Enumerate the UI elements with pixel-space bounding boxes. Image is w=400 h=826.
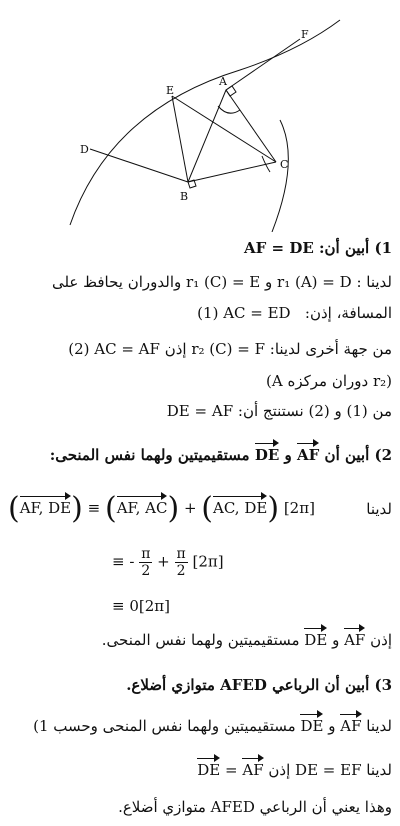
section-3-title: 3) أبين أن الرباعي AFED متوازي أضلاع.	[126, 676, 392, 694]
s1-line-2: المسافة، إذن: (1) AC = ED	[197, 304, 392, 322]
fraction-pi-over-2-a: $\frac{\pi}{2}$	[141, 546, 151, 579]
s1-line-1: لدينا : r₁ (A) = D و r₁ (C) = E والدوران يحافظ على	[51, 273, 392, 291]
s1-line-4: (r₂ دوران مركزه A)	[266, 372, 392, 390]
s1-line-3: من جهة أخرى لدينا: r₂ (C) = F إذن (2) AC = AF	[68, 340, 392, 358]
label-E: E	[166, 84, 175, 97]
label-A: A	[219, 75, 227, 88]
label-C: C	[280, 158, 289, 171]
segment-BD	[90, 149, 188, 182]
label-D: D	[80, 143, 89, 156]
segment-AF	[226, 39, 300, 90]
s1-line-5: من (1) و (2) نستنتج أن: DE = AF	[166, 402, 392, 420]
s3-line-2: لدينا DE = EF إذن AF = DE	[197, 761, 392, 779]
label-B: B	[180, 190, 189, 203]
section-2-title: 2) أبين أن AF و DE مستقيميتين ولهما نفس المنحى:	[49, 446, 392, 464]
arc-right	[272, 120, 288, 232]
equation-3: ≡ 0[2π]	[112, 597, 170, 615]
s3-line-3: وهذا يعني أن الرباعي AFED متوازي أضلاع.	[118, 798, 392, 816]
section-1-title: 1) أبين أن: AF = DE	[244, 239, 392, 257]
s2-conclusion: إذن AF و DE مستقيميتين ولهما نفس المنحى.	[101, 631, 392, 649]
label-F: F	[301, 28, 309, 41]
equation-2: ≡ - $\frac{\pi}{2}$ + $\frac{\pi}{2}$ [2π]	[112, 546, 224, 579]
segment-BA	[188, 90, 226, 182]
segment-AC	[226, 90, 276, 162]
segment-EC	[172, 96, 276, 162]
s3-line-1: لدينا AF و DE مستقيميتين ولهما نفس المنحى وحسب 1)	[33, 717, 392, 735]
arc-outer	[70, 20, 340, 225]
segment-BC	[188, 162, 276, 182]
right-angle-A	[226, 86, 236, 96]
equation-1: (AF, DE) ≡ (AF, AC) + (AC, DE) [2π]	[8, 491, 315, 526]
fraction-pi-over-2-b: $\frac{\pi}{2}$	[176, 546, 186, 579]
angle-arc-A	[218, 106, 240, 113]
geometry-figure	[0, 0, 400, 232]
segment-BE	[172, 96, 188, 182]
equation-1-label: لدينا	[366, 500, 392, 518]
